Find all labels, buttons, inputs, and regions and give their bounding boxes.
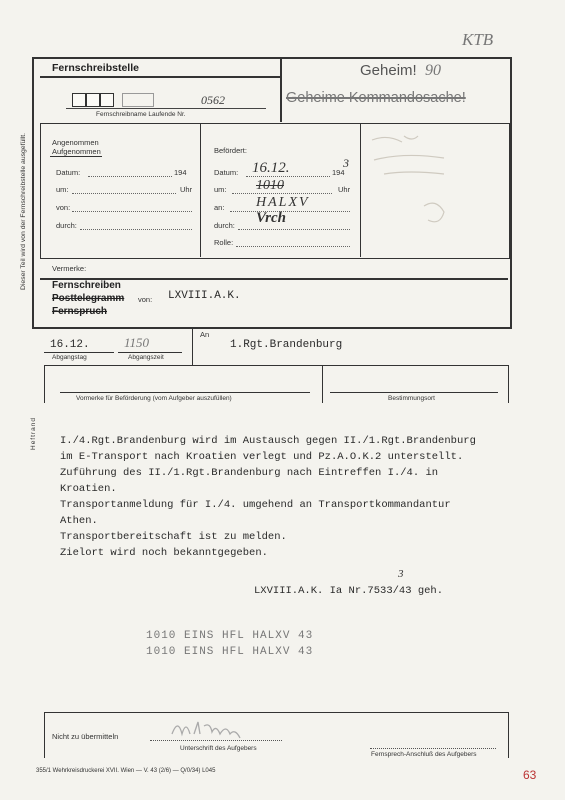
message-line-6: Athen. — [60, 515, 98, 527]
page-number: 63 — [523, 768, 537, 782]
code-box-2 — [86, 93, 100, 107]
faint-stamp — [364, 126, 504, 254]
received-from-line — [72, 211, 192, 212]
footer-rule — [44, 712, 508, 713]
vormerke-label-rule — [60, 392, 310, 393]
destination-rule — [330, 392, 498, 393]
dispatch-date-label: Abgangstag — [52, 354, 87, 361]
type-telegram: Posttelegramm — [52, 293, 125, 304]
dispatch-time-rule — [118, 352, 182, 353]
forwarded-year-value: 3 — [343, 156, 349, 170]
code-box-4 — [122, 93, 154, 107]
reference-mark: 3 — [398, 568, 404, 580]
stamp-divider — [360, 123, 361, 257]
forwarded-time-value: 1010 — [256, 178, 284, 193]
dispatch-time: 1150 — [124, 335, 150, 350]
vormerke-mid — [322, 365, 323, 403]
forwarded-uhr-label: Uhr — [338, 185, 351, 194]
code-box-3 — [100, 93, 114, 107]
print-info: 355/1 Wehrkreisdruckerei XVII. Wien — V. 43 (2/6) — Q/0/34) L045 — [36, 768, 216, 774]
forwarded-by-line — [238, 229, 350, 230]
forwarded-role-line — [236, 246, 350, 247]
side-instruction: Dieser Teil wird von der Fernschreibstelle ausgefüllt. — [20, 132, 27, 290]
destination-label: Bestimmungsort — [388, 395, 435, 402]
vormerke-label: Vormerke für Beförderung (vom Aufgeber auszufüllen) — [76, 395, 232, 402]
footer-right — [508, 712, 509, 758]
type-teleprint: Fernschreiben — [52, 280, 121, 291]
forwarded-by-value: Vrch — [256, 210, 287, 226]
margin-label: Heftrand — [30, 417, 37, 450]
type-phone: Fernspruch — [52, 306, 108, 317]
forwarded-date-label: Datum: — [214, 168, 239, 177]
received-divider — [200, 123, 201, 257]
dispatch-date-rule — [44, 352, 114, 353]
forwarded-to-value: HALXV — [256, 195, 310, 210]
header-rule — [40, 76, 280, 78]
forwarded-to-label: an: — [214, 203, 225, 212]
message-line-4: Kroatien. — [60, 483, 117, 495]
not-transmit-label: Nicht zu übermitteln — [52, 732, 119, 741]
running-number: 0562 — [201, 93, 225, 107]
received-heading-rule — [50, 156, 102, 157]
code-box-1 — [72, 93, 86, 107]
forwarded-role-label: Rolle: — [214, 238, 234, 247]
phone-label: Fernsprech-Anschluß des Aufgebers — [371, 751, 477, 758]
name-rule — [66, 108, 266, 109]
footer-left — [44, 712, 45, 758]
signature-line — [150, 740, 282, 741]
message-line-1: I./4.Rgt.Brandenburg wird im Austausch gegen II./1.Rgt.Brandenburg — [60, 435, 476, 447]
received-heading-2: Aufgenommen — [52, 147, 101, 156]
signature-image — [168, 716, 268, 740]
dispatch-top-rule — [32, 327, 508, 328]
forwarded-time-line — [232, 193, 332, 194]
message-reference: LXVIII.A.K. Ia Nr.7533/43 geh. — [254, 585, 444, 597]
header-subtitle: Fernschreibname Laufende Nr. — [96, 111, 186, 118]
forwarded-date-line — [246, 176, 330, 177]
received-by-line — [80, 229, 192, 230]
vormerke-left — [44, 365, 45, 403]
received-uhr-label: Uhr — [180, 185, 193, 194]
received-by-label: durch: — [56, 221, 77, 230]
forwarded-to-line — [230, 211, 350, 212]
message-line-2: im E-Transport nach Kroatien verlegt und Pz.A.O.K.2 unterstellt. — [60, 451, 464, 463]
received-from-label: von: — [56, 203, 71, 212]
received-time-label: um: — [56, 185, 69, 194]
signature-label: Unterschrift des Aufgebers — [180, 745, 257, 752]
vormerke-right — [508, 365, 509, 403]
dispatch-date: 16.12. — [50, 339, 90, 351]
archive-mark: KTB — [462, 30, 494, 49]
message-line-5: Transportanmeldung für I./4. umgehend an Transportkommandantur — [60, 499, 451, 511]
phone-line — [370, 748, 496, 749]
secret-number: 90 — [425, 62, 441, 79]
forwarded-heading: Befördert: — [214, 146, 247, 155]
forwarded-date-value: 16.12. — [252, 160, 290, 176]
sender-value: LXVIII.A.K. — [168, 290, 241, 302]
teletype-strip-2: 1010 EINS HFL HALXV 43 — [146, 646, 314, 658]
received-heading-1: Angenommen — [52, 138, 99, 147]
message-line-3: Zuführung des II./1.Rgt.Brandenburg nach Eintreffen I./4. in — [60, 467, 439, 479]
header-divider — [280, 59, 282, 122]
recipient-label: An — [200, 330, 210, 339]
message-line-7: Transportbereitschaft ist zu melden. — [60, 531, 287, 543]
received-date-line — [88, 176, 172, 177]
remarks-label: Vermerke: — [52, 264, 87, 273]
forwarded-by-label: durch: — [214, 221, 235, 230]
type-from-label: von: — [138, 295, 153, 304]
secret-label: Geheim! — [360, 62, 417, 79]
received-year-label: 194 — [174, 168, 187, 177]
received-date-label: Datum: — [56, 168, 81, 177]
forwarded-time-label: um: — [214, 185, 227, 194]
forwarded-year-label: 194 — [332, 168, 345, 177]
dispatch-divider — [192, 327, 193, 365]
message-line-8: Zielort wird noch bekanntgegeben. — [60, 547, 268, 559]
header-title: Fernschreibstelle — [52, 62, 139, 74]
struck-secret-label: Geheime Kommandosache! — [286, 90, 466, 106]
header-title-area — [40, 60, 280, 75]
teletype-strip-1: 1010 EINS HFL HALXV 43 — [146, 630, 314, 642]
vormerke-top-rule — [44, 365, 508, 366]
dispatch-time-label: Abgangszeit — [128, 354, 164, 361]
recipient-value: 1.Rgt.Brandenburg — [230, 339, 343, 351]
received-time-line — [72, 193, 176, 194]
